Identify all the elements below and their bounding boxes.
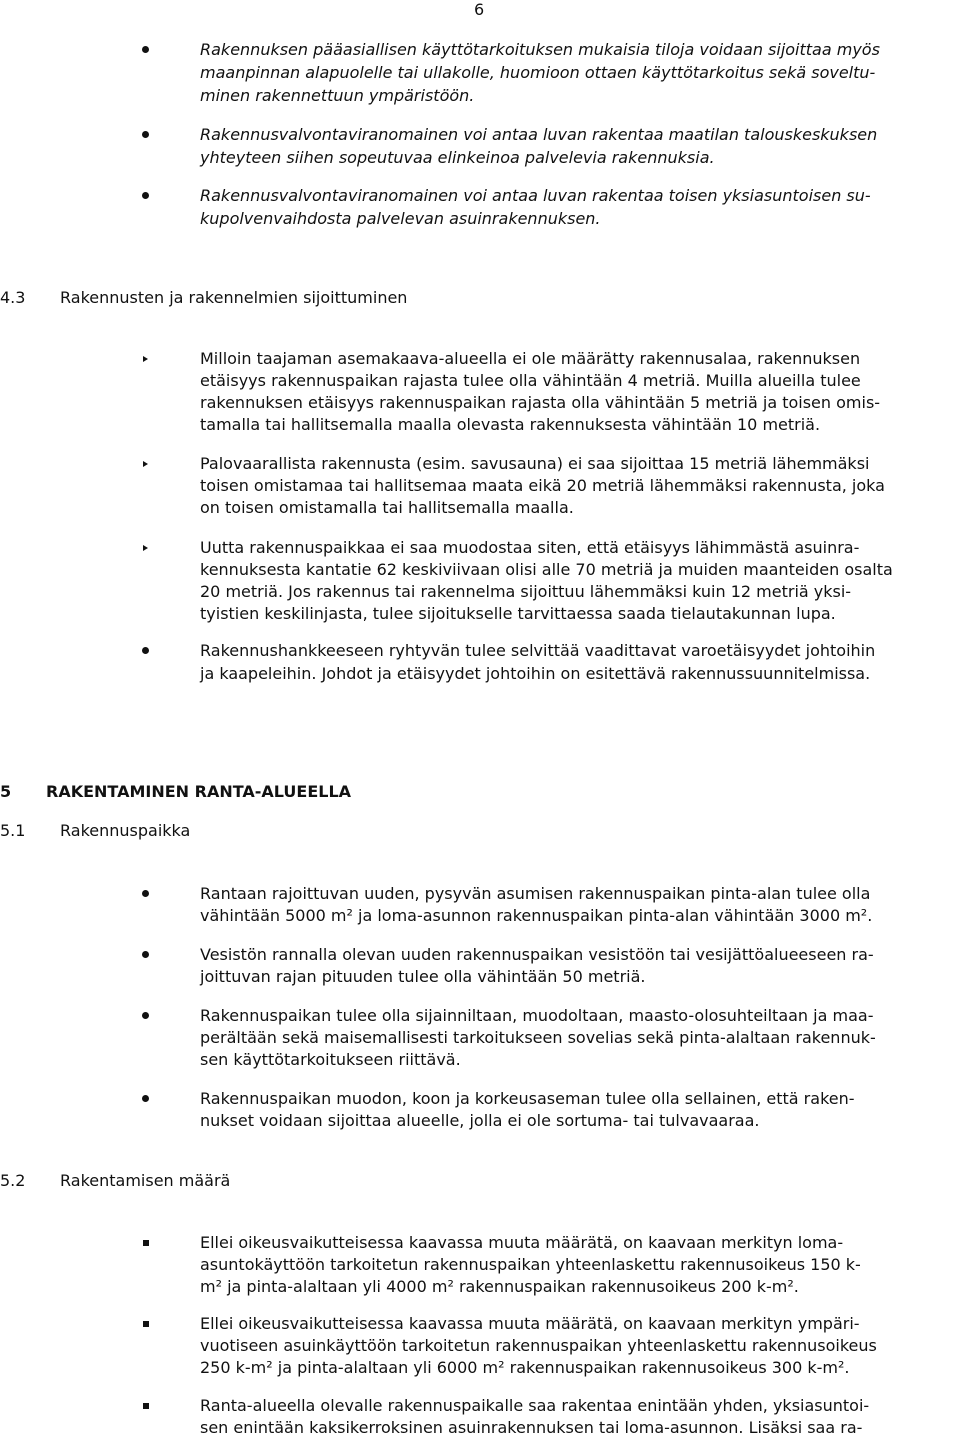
body-line: Rakennuspaikan muodon, koon ja korkeusaseman tulee olla sellainen, että raken- bbox=[200, 1089, 855, 1108]
body-line: Milloin taajaman asemakaava-alueella ei ole määrätty rakennusalaa, rakennuksen bbox=[200, 349, 861, 368]
body-line: Rakennusvalvontaviranomainen voi antaa luvan rakentaa toisen yksiasuntoisen su- bbox=[200, 186, 871, 205]
body-line: minen rakennettuun ympäristöön. bbox=[200, 86, 475, 105]
bullet-marker bbox=[142, 1012, 149, 1019]
body-line: ja kaapeleihin. Johdot ja etäisyydet johtoihin on esitettävä rakennussuunnitelmissa. bbox=[200, 664, 871, 683]
body-line: 250 k-m² ja pinta-alaltaan yli 6000 m² rakennuspaikan rakennusoikeus 300 k-m². bbox=[200, 1358, 850, 1377]
section-title: Rakentamisen määrä bbox=[60, 1171, 231, 1190]
body-line: Rakennuspaikan tulee olla sijainniltaan, muodoltaan, maasto-olosuhteiltaan ja maa- bbox=[200, 1006, 874, 1025]
bullet-marker bbox=[143, 1240, 149, 1246]
bullet-marker bbox=[142, 647, 149, 654]
bullet-marker bbox=[142, 890, 149, 897]
body-line: kennuksesta kantatie 62 keskiviivaan olisi alle 70 metriä ja muiden maanteiden osalta bbox=[200, 560, 893, 579]
body-line: kupolvenvaihdosta palvelevan asuinrakennuksen. bbox=[200, 209, 601, 228]
chapter-number: 5 bbox=[0, 782, 12, 801]
bullet-marker bbox=[142, 192, 149, 199]
body-line: nukset voidaan sijoittaa alueelle, jolla ei ole sortuma- tai tulvavaaraa. bbox=[200, 1111, 760, 1130]
body-line: Rantaan rajoittuvan uuden, pysyvän asumisen rakennuspaikan pinta-alan tulee olla bbox=[200, 884, 871, 903]
body-line: Rakennuksen pääasiallisen käyttötarkoituksen mukaisia tiloja voidaan sijoittaa myös bbox=[200, 40, 880, 59]
body-line: Ellei oikeusvaikutteisessa kaavassa muuta määrätä, on kaavaan merkityn ympäri- bbox=[200, 1314, 860, 1333]
body-line: Ranta-alueella olevalle rakennuspaikalle saa rakentaa enintään yhden, yksiasuntoi- bbox=[200, 1396, 870, 1415]
bullet-marker bbox=[143, 1321, 149, 1327]
chapter-title: RAKENTAMINEN RANTA-ALUEELLA bbox=[46, 782, 352, 801]
body-line: m² ja pinta-alaltaan yli 4000 m² rakennuspaikan rakennusoikeus 200 k-m². bbox=[200, 1277, 799, 1296]
body-line: Rakennushankkeeseen ryhtyvän tulee selvittää vaadittavat varoetäisyydet johtoihin bbox=[200, 641, 876, 660]
body-line: rakennuksen etäisyys rakennuspaikan rajasta olla vähintään 5 metriä ja toisen omis- bbox=[200, 393, 881, 412]
bullet-marker bbox=[142, 46, 149, 53]
body-line: vuotiseen asuinkäyttöön tarkoitetun rakennuspaikan yhteenlaskettu rakennusoikeus bbox=[200, 1336, 877, 1355]
body-line: 20 metriä. Jos rakennus tai rakennelma sijoittuu lähemmäksi kuin 12 metriä yksi- bbox=[200, 582, 852, 601]
bullet-marker bbox=[143, 545, 148, 551]
bullet-marker bbox=[143, 1403, 149, 1409]
bullet-marker bbox=[143, 356, 148, 362]
section-number: 4.3 bbox=[0, 288, 26, 307]
body-line: vähintään 5000 m² ja loma-asunnon rakennuspaikan pinta-alan vähintään 3000 m². bbox=[200, 906, 873, 925]
body-line: etäisyys rakennuspaikan rajasta tulee olla vähintään 4 metriä. Muilla alueilla tulee bbox=[200, 371, 861, 390]
body-line: asuntokäyttöön tarkoitetun rakennuspaikan yhteenlaskettu rakennusoikeus 150 k- bbox=[200, 1255, 861, 1274]
body-line: perältään sekä maisemallisesti tarkoitukseen sovelias sekä pinta-alaltaan rakennuk- bbox=[200, 1028, 876, 1047]
body-line: Ellei oikeusvaikutteisessa kaavassa muuta määrätä, on kaavaan merkityn loma- bbox=[200, 1233, 844, 1252]
section-number: 5.1 bbox=[0, 821, 26, 840]
page-number: 6 bbox=[474, 0, 485, 19]
body-line: maanpinnan alapuolelle tai ullakolle, huomioon ottaen käyttötarkoitus sekä soveltu- bbox=[200, 63, 876, 82]
body-line: Uutta rakennuspaikkaa ei saa muodostaa siten, että etäisyys lähimmästä asuinra- bbox=[200, 538, 860, 557]
section-title: Rakennuspaikka bbox=[60, 821, 191, 840]
body-line: sen enintään kaksikerroksinen asuinrakennuksen tai loma-asunnon. Lisäksi saa ra- bbox=[200, 1418, 863, 1437]
body-line: on toisen omistamalla tai hallitsemalla maalla. bbox=[200, 498, 574, 517]
section-number: 5.2 bbox=[0, 1171, 26, 1190]
bullet-marker bbox=[142, 951, 149, 958]
body-line: tyistien keskilinjasta, tulee sijoitukselle tarvittaessa saada tielautakunnan lupa. bbox=[200, 604, 836, 623]
body-line: yhteyteen siihen sopeutuvaa elinkeinoa palvelevia rakennuksia. bbox=[200, 148, 715, 167]
body-line: tamalla tai hallitsemalla maalla olevasta rakennuksesta vähintään 10 metriä. bbox=[200, 415, 821, 434]
section-title: Rakennusten ja rakennelmien sijoittuminen bbox=[60, 288, 408, 307]
body-line: toisen omistamaa tai hallitsemaa maata eikä 20 metriä lähemmäksi rakennusta, joka bbox=[200, 476, 885, 495]
bullet-marker bbox=[142, 1095, 149, 1102]
bullet-marker bbox=[143, 461, 148, 467]
body-line: joittuvan rajan pituuden tulee olla vähintään 50 metriä. bbox=[200, 967, 646, 986]
body-line: Palovaarallista rakennusta (esim. savusauna) ei saa sijoittaa 15 metriä lähemmäksi bbox=[200, 454, 870, 473]
body-line: Rakennusvalvontaviranomainen voi antaa luvan rakentaa maatilan talouskeskuksen bbox=[200, 125, 878, 144]
body-line: sen käyttötarkoitukseen riittävä. bbox=[200, 1050, 461, 1069]
bullet-marker bbox=[142, 131, 149, 138]
body-line: Vesistön rannalla olevan uuden rakennuspaikan vesistöön tai vesijättöalueeseen ra- bbox=[200, 945, 874, 964]
